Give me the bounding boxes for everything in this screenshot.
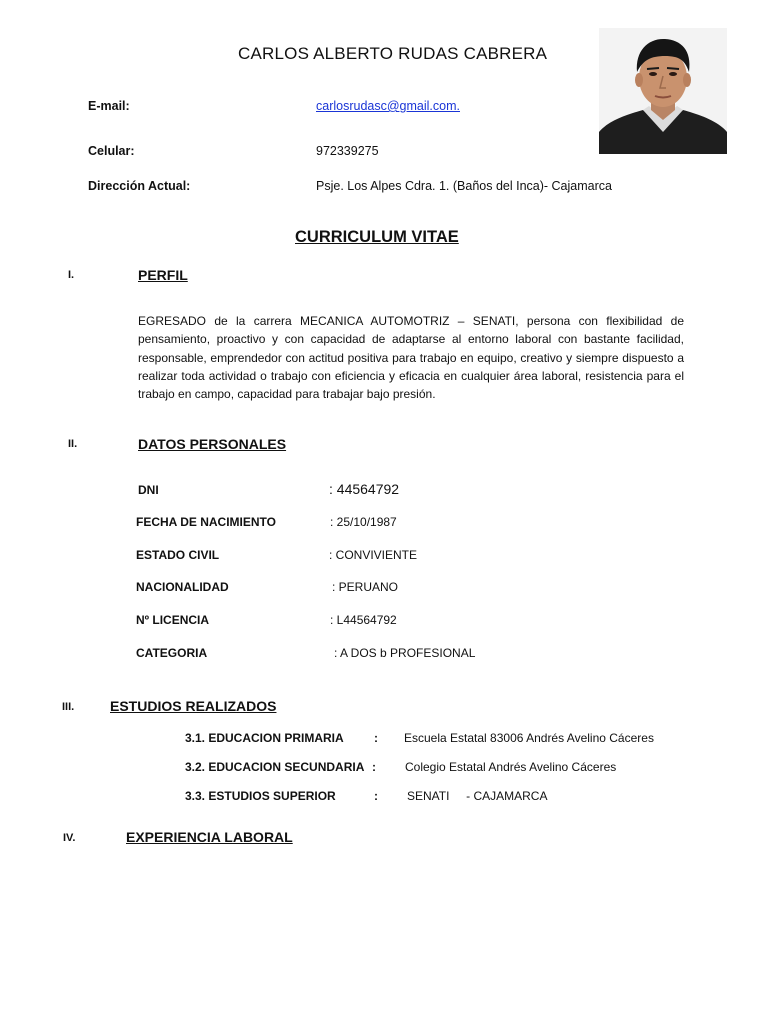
study-primary-colon: :: [374, 731, 378, 745]
phone-label: Celular:: [88, 144, 135, 158]
study-higher-value: SENATI - CAJAMARCA: [407, 789, 548, 803]
license-label: Nº LICENCIA: [136, 613, 210, 627]
dni-value: : 44564792: [329, 481, 400, 497]
section-number: IV.: [63, 832, 76, 844]
section-title-perfil: PERFIL: [138, 267, 188, 283]
address-label: Dirección Actual:: [88, 179, 191, 193]
nationality-value: : PERUANO: [332, 580, 399, 594]
profile-photo: [599, 28, 727, 154]
nationality-label: NACIONALIDAD: [136, 580, 229, 594]
civil-status-label: ESTADO CIVIL: [136, 548, 220, 562]
address-value: Psje. Los Alpes Cdra. 1. (Baños del Inca)- Cajamarca: [316, 179, 612, 193]
phone-value: 972339275: [316, 144, 379, 158]
study-primary-value: Escuela Estatal 83006 Andrés Avelino Cáceres: [404, 731, 654, 745]
section-number: III.: [62, 701, 75, 713]
section-number: I.: [68, 269, 75, 281]
study-secondary-label: 3.2. EDUCACION SECUNDARIA: [185, 760, 365, 774]
study-secondary-value: Colegio Estatal Andrés Avelino Cáceres: [405, 760, 617, 774]
civil-status-value: : CONVIVIENTE: [329, 548, 418, 562]
perfil-paragraph: EGRESADO de la carrera MECANICA AUTOMOTRIZ – SENATI, persona con flexibilidad de pensamiento, proactivo y con capacidad de adaptarse al entorno laboral con bastante facilidad, responsable, emprendedor con actitud positiva para trabajo en equipo, creativo y siempre dispuesto a realizar toda actividad o trabajo con eficiencia y eficacia en cualquier área laboral, resistencia para el trabajo en campo, capacidad para trabajar bajo presión.: [138, 314, 684, 402]
document-title: CURRICULUM VITAE: [295, 228, 459, 246]
license-value: : L44564792: [330, 613, 397, 627]
study-secondary-colon: :: [372, 760, 376, 774]
dni-label: DNI: [138, 483, 159, 497]
email-label: E-mail:: [88, 99, 130, 113]
birthdate-value: : 25/10/1987: [330, 515, 397, 529]
email-link[interactable]: carlosrudasc@gmail.com.: [316, 99, 460, 113]
section-title-estudios: ESTUDIOS REALIZADOS: [110, 698, 277, 714]
study-higher-colon: :: [374, 789, 378, 803]
category-label: CATEGORIA: [136, 646, 208, 660]
section-title-datos-personales: DATOS PERSONALES: [138, 436, 287, 452]
study-higher-label: 3.3. ESTUDIOS SUPERIOR: [185, 789, 336, 803]
section-title-experiencia: EXPERIENCIA LABORAL: [126, 829, 293, 845]
birthdate-label: FECHA DE NACIMIENTO: [136, 515, 277, 529]
study-primary-label: 3.1. EDUCACION PRIMARIA: [185, 731, 344, 745]
candidate-name: CARLOS ALBERTO RUDAS CABRERA: [238, 44, 548, 63]
section-number: II.: [68, 438, 78, 450]
category-value: : A DOS b PROFESIONAL: [334, 646, 476, 660]
